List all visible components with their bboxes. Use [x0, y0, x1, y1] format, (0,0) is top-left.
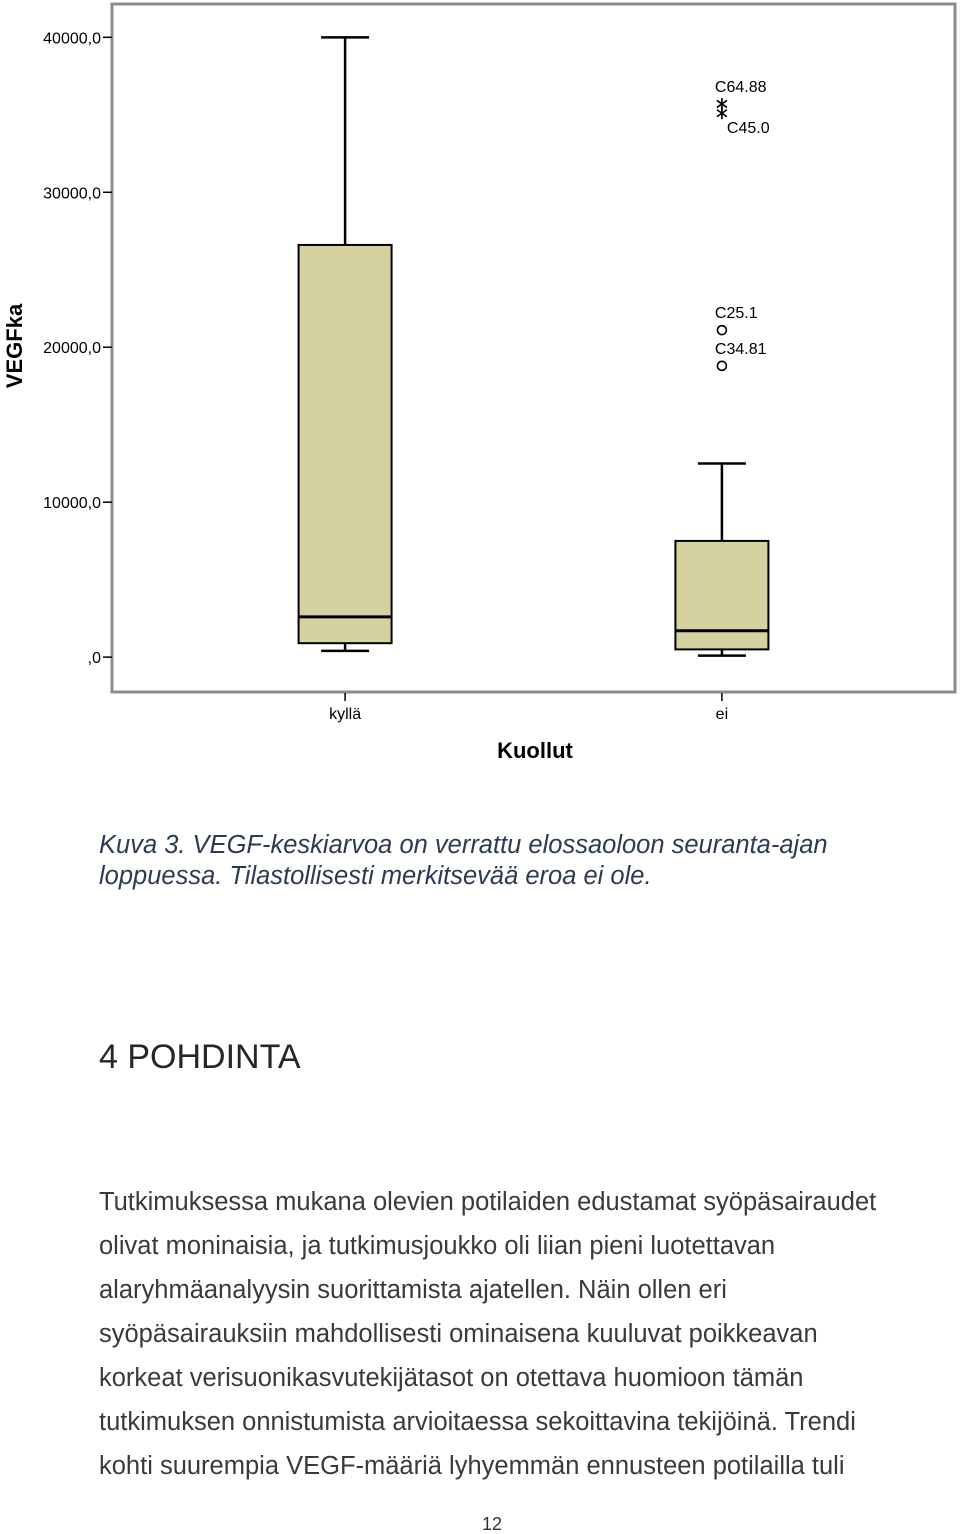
paragraph-line: kohti suurempia VEGF-määriä lyhyemmän ennusteen potilailla tuli — [99, 1452, 845, 1480]
paragraph-line: korkeat verisuonikasvutekijätasot on otettava huomioon tämän — [99, 1364, 804, 1392]
outlier-label: C64.88 — [714, 78, 767, 96]
outlier-label: C45.0 — [726, 120, 770, 138]
y-tick-label: 40000,0 — [43, 30, 101, 48]
paragraph-line: syöpäsairauksiin mahdollisesti ominaisena kuuluvat poikkeavan — [99, 1320, 818, 1348]
y-tick-label: 30000,0 — [43, 185, 101, 203]
x-axis-title: Kuollut — [497, 738, 573, 763]
y-tick-label: 10000,0 — [43, 495, 101, 513]
paragraph-line: olivat moninaisia, ja tutkimusjoukko oli liian pieni luotettavan — [99, 1232, 776, 1260]
caption-line: Kuva 3. VEGF-keskiarvoa on verrattu elossaoloon seuranta-ajan — [99, 831, 828, 859]
figure-caption — [99, 830, 828, 892]
paragraph-line: tutkimuksen onnistumista arvioitaessa sekoittavina tekijöinä. Trendi — [99, 1408, 856, 1436]
page-number: 12 — [481, 1514, 503, 1534]
y-tick-label: ,0 — [87, 650, 101, 668]
plot-frame — [112, 4, 955, 692]
box-iqr — [675, 541, 768, 649]
y-tick-label: 20000,0 — [43, 340, 101, 358]
x-category-label: ei — [715, 706, 729, 723]
y-axis-title: VEGFka — [2, 303, 27, 389]
section-heading: 4 POHDINTA — [99, 1038, 301, 1076]
paragraph-line: alaryhmäanalyysin suorittamista ajatellen. Näin ollen eri — [99, 1276, 727, 1304]
outlier-label: C34.81 — [714, 340, 767, 358]
paragraph-line: Tutkimuksessa mukana olevien potilaiden edustamat syöpäsairaudet — [99, 1188, 877, 1216]
body-paragraph — [99, 1180, 876, 1488]
outlier-label: C25.1 — [714, 305, 758, 323]
box-iqr — [299, 245, 392, 643]
caption-line: loppuessa. Tilastollisesti merkitsevää eroa ei ole. — [99, 862, 652, 890]
x-category-label: kyllä — [329, 706, 362, 723]
